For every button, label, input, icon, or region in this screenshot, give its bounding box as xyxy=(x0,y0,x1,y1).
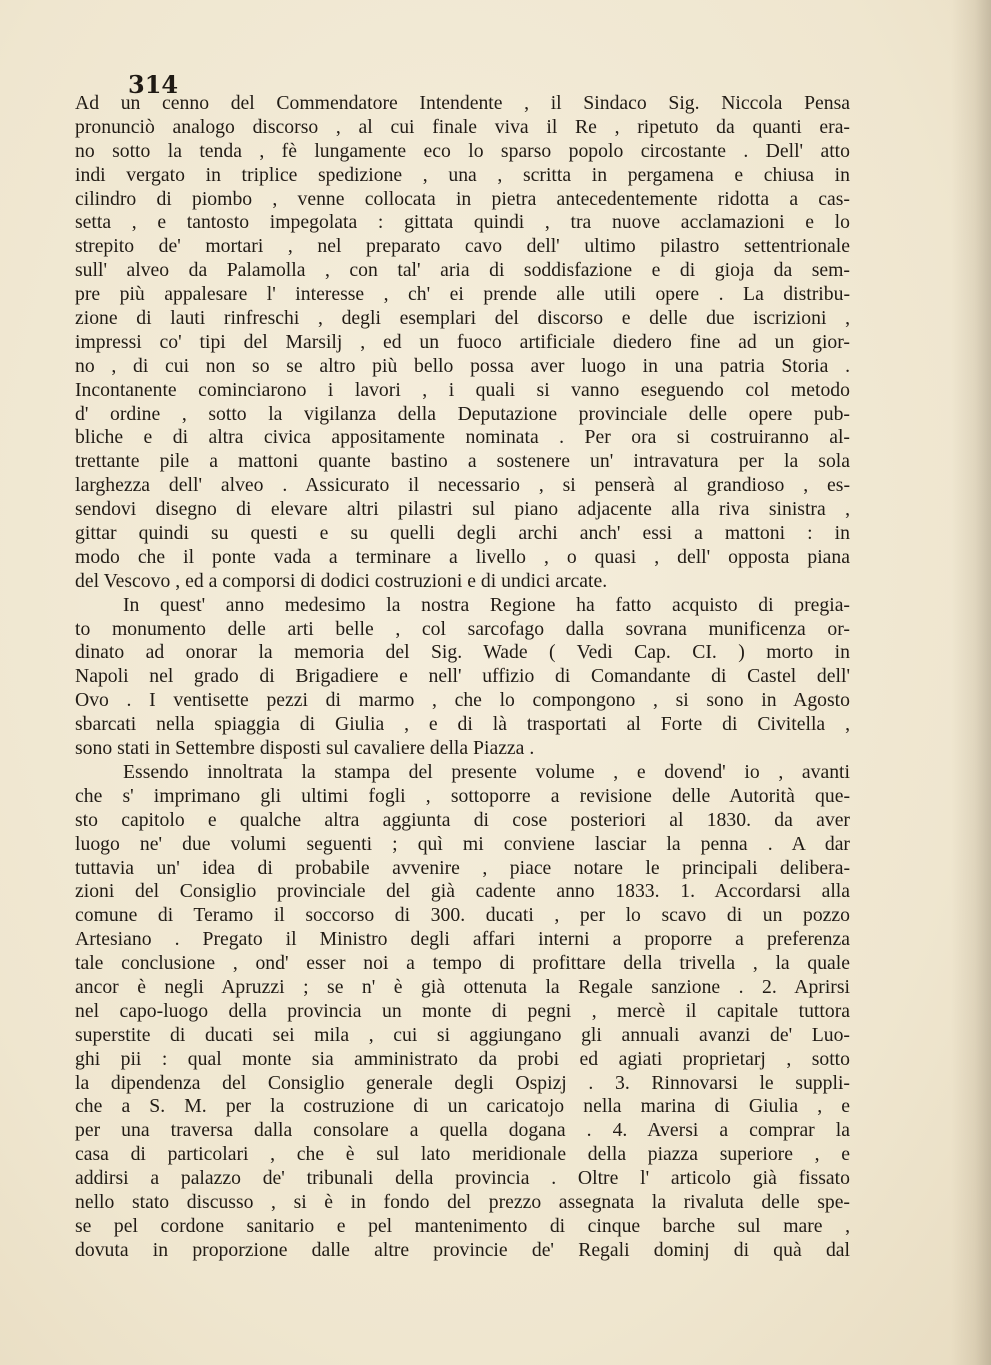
text-line: che a S. M. per la costruzione di un caricatojo nella marina di Giulia , e xyxy=(75,1095,850,1118)
page-number: 314 xyxy=(128,70,179,99)
text-line: la dipendenza del Consiglio generale degli Ospizj . 3. Rinnovarsi le suppli- xyxy=(75,1071,850,1094)
page-spine-shadow xyxy=(951,0,991,1365)
text-line: no , di cui non so se altro più bello possa aver luogo in una patria Storia . xyxy=(75,354,850,377)
text-line: d' ordine , sotto la vigilanza della Deputazione provinciale delle opere pub- xyxy=(75,402,850,425)
text-line: to monumento delle arti belle , col sarcofago dalla sovrana munificenza or- xyxy=(75,617,850,640)
text-line: zioni del Consiglio provinciale del già cadente anno 1833. 1. Accordarsi alla xyxy=(75,880,850,903)
text-line: Ad un cenno del Commendatore Intendente , il Sindaco Sig. Niccola Pensa xyxy=(75,92,850,114)
text-line: larghezza dell' alveo . Assicurato il necessario , si penserà al grandioso , es- xyxy=(75,474,850,497)
text-line: cilindro di piombo , venne collocata in pietra antecedentemente ridotta a cas- xyxy=(75,187,850,210)
text-line: trettante pile a mattoni quante bastino a sostenere un' intravatura per la sola xyxy=(75,450,850,473)
text-line: sono stati in Settembre disposti sul cavaliere della Piazza . xyxy=(75,737,535,760)
text-line: setta , e tantosto impegolata : gittata quindi , tra nuove acclamazioni e lo xyxy=(75,211,850,234)
text-line: del Vescovo , ed a comporsi di dodici costruzioni e di undici arcate. xyxy=(75,569,608,592)
text-line: comune di Teramo il soccorso di 300. ducati , per lo scavo di un pozzo xyxy=(75,904,850,927)
text-line: gittar quindi su questi e su quelli degli archi anch' essi a mattoni : in xyxy=(75,522,850,545)
text-line: dovuta in proporzione dalle altre provincie de' Regali dominj di quà dal xyxy=(75,1238,850,1261)
text-line: pre più appalesare l' interesse , ch' ei prende alle utili opere . La distribu- xyxy=(75,283,850,306)
text-line: modo che il ponte vada a terminare a livello , o quasi , dell' opposta piana xyxy=(75,545,850,568)
text-line: indi vergato in triplice spedizione , una , scritta in pergamena e chiusa in xyxy=(75,163,850,186)
text-line: dinato ad onorar la memoria del Sig. Wade ( Vedi Cap. CI. ) morto in xyxy=(75,641,850,664)
text-line: ghi pii : qual monte sia amministrato da probi ed agiati proprietarj , sotto xyxy=(75,1047,850,1070)
text-line: no sotto la tenda , fè lungamente eco lo sparso popolo circostante . Dell' atto xyxy=(75,139,850,162)
text-line: In quest' anno medesimo la nostra Regione ha fatto acquisto di pregia- xyxy=(123,593,850,616)
text-line: ancor è negli Apruzzi ; se n' è già ottenuta la Regale sanzione . 2. Aprirsi xyxy=(75,975,850,998)
text-line: casa di particolari , che è sul lato meridionale della piazza superiore , e xyxy=(75,1143,850,1166)
text-line: per una traversa dalla consolare a quella dogana . 4. Aversi a comprar la xyxy=(75,1119,850,1142)
text-line: sull' alveo da Palamolla , con tal' aria di soddisfazione e di gioja da sem- xyxy=(75,259,850,282)
text-line: Ovo . I ventisette pezzi di marmo , che lo compongono , si sono in Agosto xyxy=(75,689,850,712)
text-line: Artesiano . Pregato il Ministro degli affari interni a proporre a preferenza xyxy=(75,928,850,951)
text-line: pronunciò analogo discorso , al cui finale viva il Re , ripetuto da quanti era- xyxy=(75,115,850,138)
text-line: tale conclusione , ond' esser noi a tempo di profittare della trivella , la quale xyxy=(75,952,850,975)
text-line: strepito de' mortari , nel preparato cavo dell' ultimo pilastro settentrionale xyxy=(75,235,850,258)
text-line: sendovi disegno di elevare altri pilastri sul piano adjacente alla riva sinistra , xyxy=(75,498,850,521)
text-line: Napoli nel grado di Brigadiere e nell' uffizio di Comandante di Castel dell' xyxy=(75,665,850,688)
text-line: che s' imprimano gli ultimi fogli , sottoporre a revisione delle Autorità que- xyxy=(75,784,850,807)
text-line: nello stato discusso , si è in fondo del prezzo assegnata la rivaluta delle spe- xyxy=(75,1190,850,1213)
text-line: tuttavia un' idea di probabile avvenire , piace notare le principali delibera- xyxy=(75,856,850,879)
text-line: sto capitolo e qualche altra aggiunta di cose posteriori al 1830. da aver xyxy=(75,808,850,831)
text-line: superstite di ducati sei mila , cui si aggiungano gli annuali avanzi de' Luo- xyxy=(75,1023,850,1046)
text-line: Essendo innoltrata la stampa del presente volume , e dovend' io , avanti xyxy=(123,760,850,783)
text-line: se pel cordone sanitario e pel mantenimento di cinque barche sul mare , xyxy=(75,1214,850,1237)
text-line: sbarcati nella spiaggia di Giulia , e di là trasportati al Forte di Civitella , xyxy=(75,713,850,736)
text-line: bliche e di altra civica appositamente nominata . Per ora si costruiranno al- xyxy=(75,426,850,449)
text-line: impressi co' tipi del Marsilj , ed un fuoco artificiale diedero fine ad un gior- xyxy=(75,330,850,353)
text-line: nel capo-luogo della provincia un monte di pegni , mercè il capitale tuttora xyxy=(75,999,850,1022)
body-text xyxy=(75,92,850,1263)
text-line: addirsi a palazzo de' tribunali della provincia . Oltre l' articolo già fissato xyxy=(75,1167,850,1190)
text-line: zione di lauti rinfreschi , degli esemplari del discorso e delle due iscrizioni , xyxy=(75,307,850,330)
text-line: Incontanente cominciarono i lavori , i quali si vanno eseguendo col metodo xyxy=(75,378,850,401)
text-line: luogo ne' due volumi seguenti ; quì mi conviene lasciar la penna . A dar xyxy=(75,832,850,855)
